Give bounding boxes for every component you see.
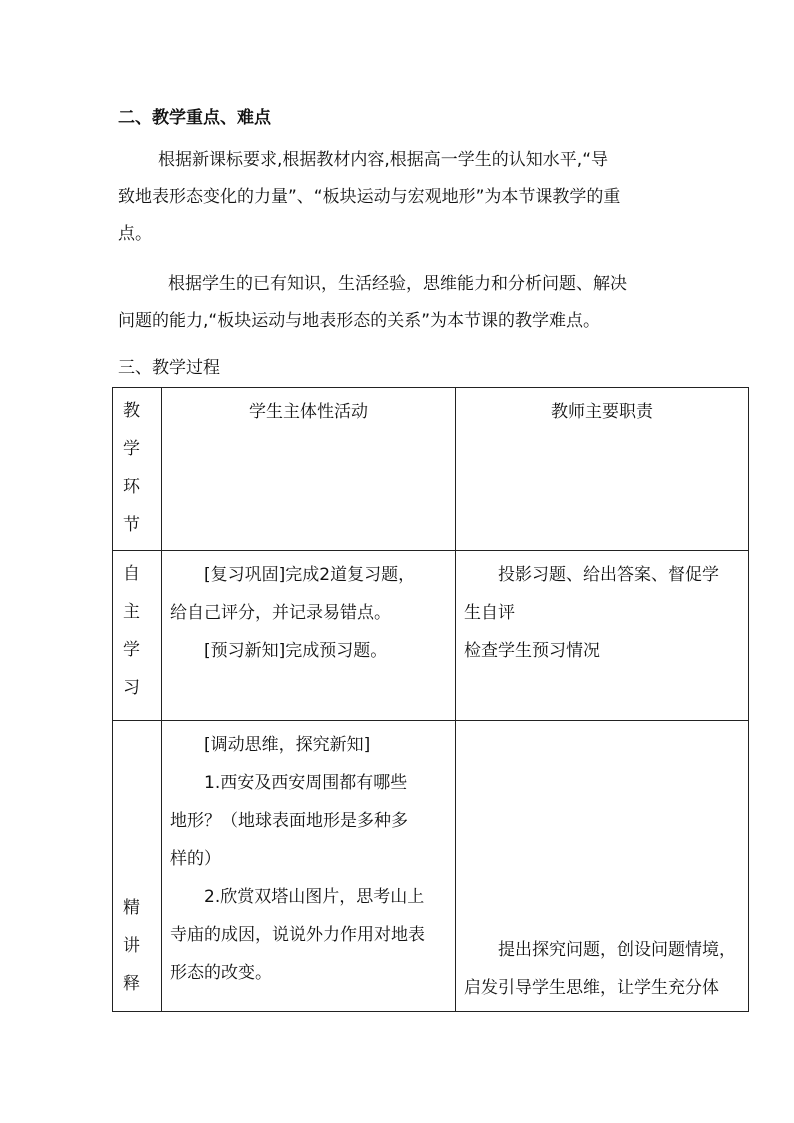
header-teacher-duty: 教师主要职责 [551, 402, 653, 422]
text-line: [预习新知]完成预习题。 [204, 641, 388, 661]
stage-char: 学 [123, 640, 140, 660]
text-line: [复习巩固]完成2道复习题， [204, 565, 416, 585]
text-line: 根据新课标要求,根据教材内容,根据高一学生的认知水平,“导 [158, 150, 609, 170]
text-line: 寺庙的成因，说说外力作用对地表 [170, 925, 425, 945]
text-line: 地形？（地球表面地形是多种多 [170, 811, 408, 831]
text-line: 2.欣赏双塔山图片，思考山上 [204, 887, 425, 907]
text-line: 生自评 [464, 603, 515, 623]
text-line: 根据学生的已有知识，生活经验，思维能力和分析问题、解决 [168, 274, 627, 294]
header-student-activity: 学生主体性活动 [249, 402, 368, 422]
stage-char: 学 [123, 439, 140, 459]
text-line: 给自己评分，并记录易错点。 [170, 603, 391, 623]
paragraph-difficult-points [118, 266, 678, 340]
stage-char: 习 [123, 678, 140, 698]
stage-char: 主 [123, 602, 140, 622]
text-line: 形态的改变。 [170, 963, 272, 983]
stage-char: 释 [123, 974, 140, 994]
header-cell-student [162, 388, 456, 551]
stage-char: 环 [123, 477, 140, 497]
text-line: 点。 [118, 224, 152, 244]
header-cell-stage [113, 388, 162, 551]
text-line: 检查学生预习情况 [464, 641, 600, 661]
text-line: 提出探究问题，创设问题情境， [498, 940, 736, 960]
stage-char: 节 [123, 515, 140, 535]
section-heading-key-points: 二、教学重点、难点 [118, 108, 271, 128]
text-line: 样的） [170, 849, 221, 869]
header-cell-teacher [456, 388, 749, 551]
text-line: 启发引导学生思维，让学生充分体 [464, 978, 719, 998]
teacher-duty-cell [456, 721, 749, 1012]
text-line: [调动思维，探究新知] [204, 735, 371, 755]
text-line: 1.西安及西安周围都有哪些 [204, 773, 408, 793]
stage-cell [113, 551, 162, 721]
stage-char: 讲 [123, 936, 140, 956]
table-header-row [113, 388, 749, 551]
table-row [113, 721, 749, 1012]
stage-char: 教 [123, 401, 140, 421]
paragraph-key-points [118, 142, 678, 253]
text-line: 致地表形态变化的力量”、“板块运动与宏观地形”为本节课教学的重 [118, 187, 621, 207]
student-activity-cell [162, 721, 456, 1012]
text-line: 问题的能力,“板块运动与地表形态的关系”为本节课的教学难点。 [118, 311, 601, 331]
stage-char: 自 [123, 564, 140, 584]
table-row [113, 551, 749, 721]
teacher-duty-cell [456, 551, 749, 721]
stage-char: 精 [123, 898, 140, 918]
text-line: 投影习题、给出答案、督促学 [498, 565, 719, 585]
stage-cell [113, 721, 162, 1012]
section-heading-teaching-process: 三、教学过程 [118, 358, 220, 378]
teaching-process-table [112, 387, 749, 1012]
student-activity-cell [162, 551, 456, 721]
